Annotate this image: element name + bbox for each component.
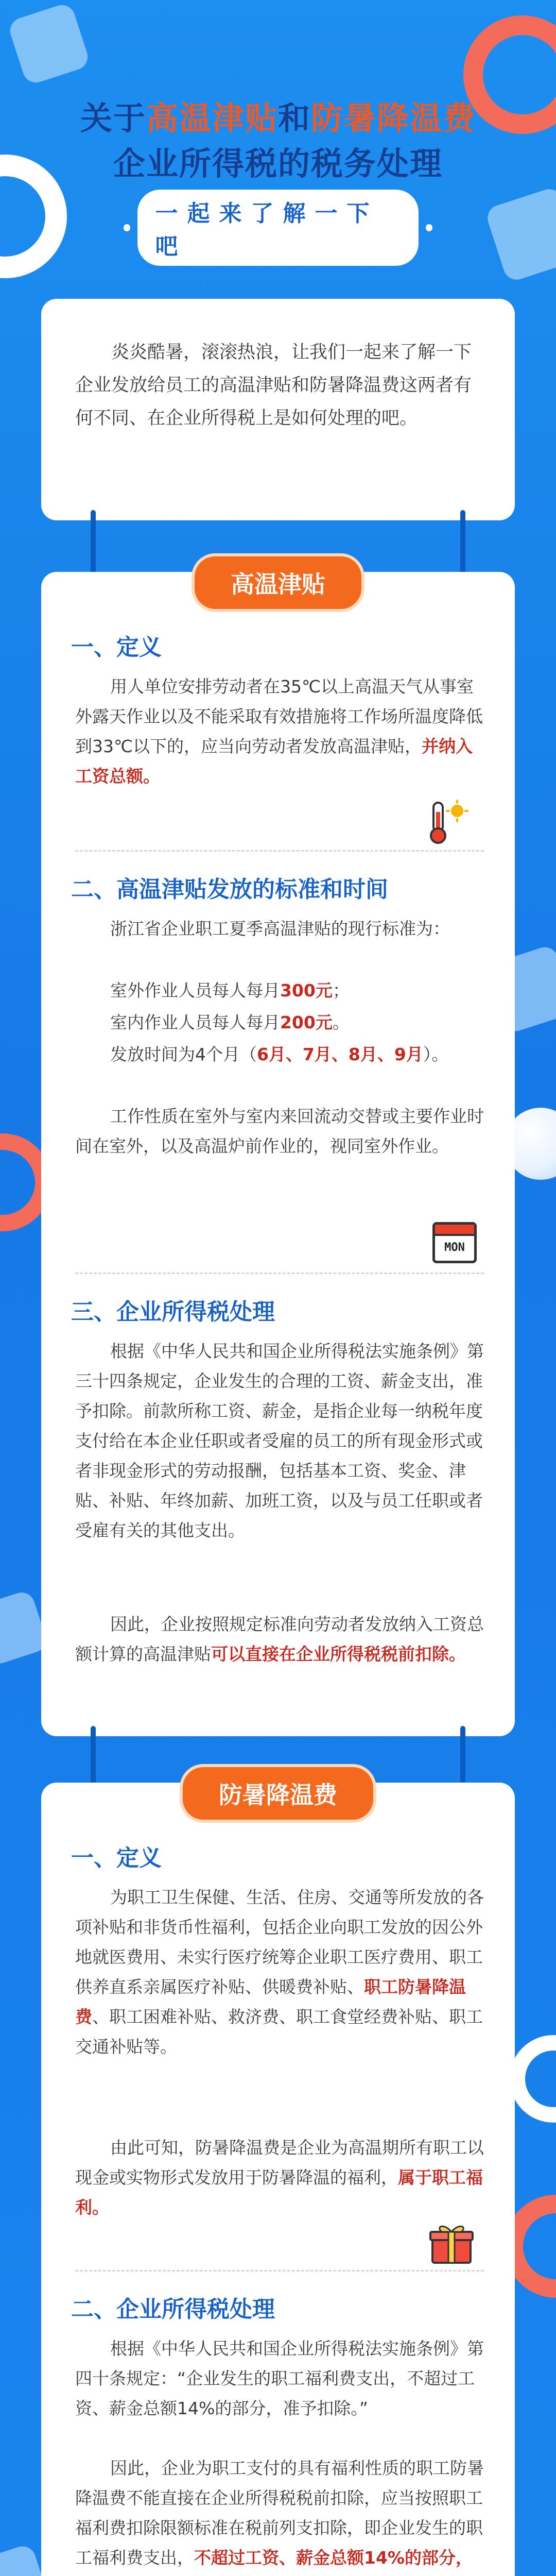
dot-icon: [426, 224, 432, 231]
ice-cube-decoration: [7, 2, 91, 86]
swim-ring-decoration: [510, 2035, 556, 2123]
section-label: 防暑降温费: [180, 1764, 376, 1823]
payment-period: 发放时间为4个月（6月、7月、8月、9月）。: [110, 1044, 449, 1064]
chain-connector: [91, 510, 96, 577]
section-heading: 一、定义: [71, 1845, 162, 1871]
section-heading: 二、高温津贴发放的标准和时间: [71, 876, 388, 903]
high-temp-allowance-card: [41, 572, 515, 1736]
thermometer-sun-icon: [422, 799, 468, 845]
dot-icon: [124, 224, 130, 231]
subtitle-text: 一起来了解一下吧: [137, 190, 418, 266]
tax-text: 根据《中华人民共和国企业所得税法实施条例》第三十四条规定，企业发生的合理的工资、薪金支出，准予扣除。前款所称工资、薪金，是指企业每一纳税年度支付给在本企业任职或者受雇的员工的所有现金形式或者非现金形式的劳动报酬，包括基本工资、奖金、津贴、补贴、年终加薪、加班工资，以及与员工任职或者受雇有关的其他支出。: [75, 1341, 484, 1540]
tax-conclusion: 因此，企业为职工支付的具有福利性质的职工防暑降温费不能直接在企业所得税税前扣除，应当按照职工福利费扣除限额标准在税前列支扣除，即企业发生的职工福利费支出，不超过工资、薪金总额14%的部分，: [75, 2458, 484, 2568]
cooling-fee-card: [41, 1783, 515, 2576]
divider: [75, 850, 484, 852]
welfare-conclusion: 由此可知，防暑降温费是企业为高温期所有职工以现金或实物形式发放用于防暑降温的福利，属于职工福利。: [75, 2138, 484, 2217]
indoor-standard: 室内作业人员每人每月200元。: [110, 1012, 350, 1032]
tax-conclusion: 因此，企业按照规定标准向劳动者发放纳入工资总额计算的高温津贴可以直接在企业所得税税前扣除。: [75, 1614, 484, 1664]
subtitle-banner: [124, 200, 432, 260]
standard-text: 浙江省企业职工夏季高温津贴的现行标准为：: [110, 919, 450, 939]
calendar-icon: MON: [432, 1222, 477, 1263]
section-heading: 三、企业所得税处理: [71, 1299, 275, 1325]
page-title-line2: 企业所得税的税务处理: [113, 145, 443, 182]
definition-text: 为职工卫生保健、生活、住房、交通等所发放的各项补贴和非货币性福利，包括企业向职工发放的因公外地就医费用、未实行医疗统筹企业职工医疗费用、职工供养直系亲属医疗补贴、供暖费补贴、职工防暑降温费、职工困难补贴、救济费、职工食堂经费补贴、职工交通补贴等。: [75, 1887, 484, 2057]
section-label: 高温津贴: [192, 553, 364, 612]
outdoor-standard: 室外作业人员每人每月300元；: [110, 980, 350, 1001]
page-title-line1: 关于高温津贴和防暑降温费: [80, 99, 476, 137]
chain-connector: [460, 510, 465, 577]
ice-cube-decoration: [484, 185, 556, 283]
gift-icon: [428, 2222, 475, 2266]
divider: [75, 2270, 484, 2272]
intro-card: [41, 299, 515, 520]
divider: [75, 1273, 484, 1274]
definition-text: 用人单位安排劳动者在35℃以上高温天气从事室外露天作业以及不能采取有效措施将工作场所温度降低到33℃以下的，应当向劳动者发放高温津贴，并纳入工资总额。: [75, 676, 483, 786]
outdoor-equivalence: 工作性质在室外与室内来回流动交替或主要作业时间在室外，以及高温炉前作业的，视同室外作业。: [75, 1106, 484, 1156]
intro-text: 炎炎酷暑，滚滚热浪，让我们一起来了解一下企业发放给员工的高温津贴和防暑降温费这两者有何不同、在企业所得税上是如何处理的吧。: [75, 342, 472, 429]
tax-text: 根据《中华人民共和国企业所得税法实施条例》第四十条规定：“企业发生的职工福利费支出，不超过工资、薪金总额14%的部分，准予扣除。”: [75, 2338, 484, 2418]
section-heading: 一、定义: [71, 634, 162, 660]
section-heading: 二、企业所得税处理: [71, 2296, 275, 2323]
